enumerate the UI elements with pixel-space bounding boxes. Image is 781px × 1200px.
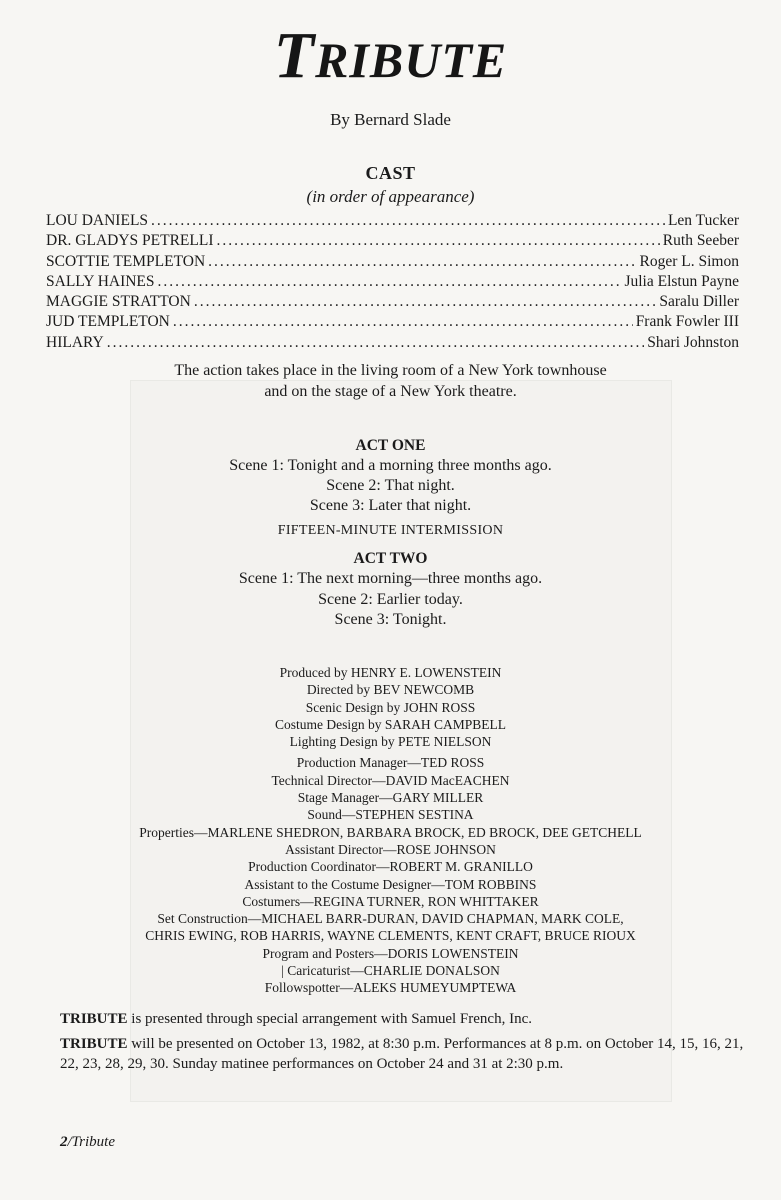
- cast-row: [46, 313, 739, 333]
- cast-actor: Roger L. Simon: [639, 252, 739, 270]
- cast-actor: Julia Elstun Payne: [624, 272, 739, 290]
- setting-line: The action takes place in the living room of a New York townhouse: [174, 362, 607, 379]
- dot-leader: [173, 313, 633, 331]
- credit-line: Assistant to the Costume Designer—TOM ROBBINS: [244, 876, 537, 892]
- setting-line: and on the stage of a New York theatre.: [264, 383, 517, 400]
- author-line: By Bernard Slade: [330, 110, 451, 129]
- act-one-scene: Scene 2: That night.: [326, 477, 455, 494]
- intermission-note: FIFTEEN-MINUTE INTERMISSION: [277, 523, 504, 538]
- dot-leader: [151, 212, 665, 230]
- performance-dates-note: [60, 1035, 745, 1074]
- footer-title: /Tribute: [67, 1134, 116, 1150]
- cast-row: [46, 293, 739, 313]
- act-two-heading: ACT TWO: [353, 550, 428, 567]
- cast-actor: Saralu Diller: [659, 293, 739, 311]
- cast-actor: Ruth Seeber: [662, 232, 739, 250]
- page-number: 2: [60, 1134, 68, 1150]
- cast-role: JUD TEMPLETON: [46, 313, 170, 331]
- act-one-scene: Scene 3: Later that night.: [309, 497, 472, 514]
- credit-line: Production Manager—TED ROSS: [296, 755, 485, 771]
- credit-line: Program and Posters—DORIS LOWENSTEIN: [262, 945, 519, 961]
- credit-line: Production Coordinator—ROBERT M. GRANILLO: [248, 859, 533, 875]
- credit-line: Scenic Design by JOHN ROSS: [305, 699, 476, 715]
- cast-role: MAGGIE STRATTON: [46, 293, 191, 311]
- cast-row: [46, 253, 739, 273]
- credit-line: Sound—STEPHEN SESTINA: [307, 807, 474, 823]
- act-one-heading: ACT ONE: [355, 437, 426, 454]
- credit-line: Set Construction—MICHAEL BARR-DURAN, DAVID CHAPMAN, MARK COLE,: [157, 911, 624, 927]
- production-credits: [0, 664, 781, 997]
- act-two-scene: Scene 2: Earlier today.: [318, 591, 463, 608]
- credit-line: Lighting Design by PETE NIELSON: [289, 734, 492, 750]
- credit-line: | Caricaturist—CHARLIE DONALSON: [281, 963, 500, 979]
- credit-line: Produced by HENRY E. LOWENSTEIN: [279, 665, 502, 680]
- cast-actor: Shari Johnston: [647, 333, 739, 351]
- credit-line: Properties—MARLENE SHEDRON, BARBARA BROCK, ED BROCK, DEE GETCHELL: [139, 824, 642, 840]
- dot-leader: [208, 253, 636, 271]
- cast-row: [46, 334, 739, 354]
- cast-role: LOU DANIELS: [46, 212, 149, 229]
- act-one-scene: Scene 1: Tonight and a morning three months ago.: [229, 457, 552, 474]
- credit-line: Followspotter—ALEKS HUMEYUMPTEWA: [264, 980, 517, 996]
- credit-line: Assistant Director—ROSE JOHNSON: [285, 841, 496, 857]
- credit-line: CHRIS EWING, ROB HARRIS, WAYNE CLEMENTS, KENT CRAFT, BRUCE RIOUX: [145, 928, 636, 944]
- cast-row: [46, 273, 739, 293]
- act-two-scene: Scene 1: The next morning—three months ago.: [238, 570, 543, 587]
- credit-line: Stage Manager—GARY MILLER: [297, 790, 484, 806]
- cast-role: SCOTTIE TEMPLETON: [46, 252, 206, 270]
- page-footer: [60, 1134, 115, 1151]
- cast-role: SALLY HAINES: [46, 272, 155, 290]
- cast-list: [46, 212, 739, 354]
- cast-heading: CAST: [365, 163, 416, 183]
- dot-leader: [194, 293, 657, 311]
- arrangement-text: is presented through special arrangement with Samuel French, Inc.: [127, 1011, 532, 1027]
- credit-line: Costume Design by SARAH CAMPBELL: [274, 716, 507, 732]
- arrangement-title: TRIBUTE: [60, 1011, 128, 1027]
- act-two-scene: Scene 3: Tonight.: [334, 611, 447, 628]
- cast-role: DR. GLADYS PETRELLI: [46, 232, 214, 250]
- title-initial: T: [273, 19, 316, 92]
- cast-actor: Frank Fowler III: [635, 313, 739, 331]
- cast-row: [46, 212, 739, 232]
- dot-leader: [158, 273, 622, 291]
- cast-row: [46, 232, 739, 252]
- cast-actor: Len Tucker: [667, 212, 739, 229]
- cast-role: HILARY: [46, 333, 104, 351]
- arrangement-note: [60, 1010, 745, 1030]
- credit-line: Costumers—REGINA TURNER, RON WHITTAKER: [242, 893, 539, 909]
- title-rest: RIBUTE: [315, 32, 508, 88]
- setting-description: [0, 360, 781, 402]
- dates-text: will be presented on October 13, 1982, at 8:30 p.m. Performances at 8 p.m. on October 14, 15, 16, 21, 22, 23, 28, 29, 30. Sunday matinee performances on October 24 and 31 at 2:30 p.m.: [60, 1036, 744, 1072]
- dates-title: TRIBUTE: [60, 1036, 128, 1052]
- credit-line: Directed by BEV NEWCOMB: [306, 682, 475, 698]
- dot-leader: [216, 232, 659, 250]
- credit-line: Technical Director—DAVID MacEACHEN: [271, 772, 510, 788]
- play-title: [0, 18, 781, 94]
- dot-leader: [107, 334, 645, 352]
- cast-subheading: (in order of appearance): [306, 187, 475, 206]
